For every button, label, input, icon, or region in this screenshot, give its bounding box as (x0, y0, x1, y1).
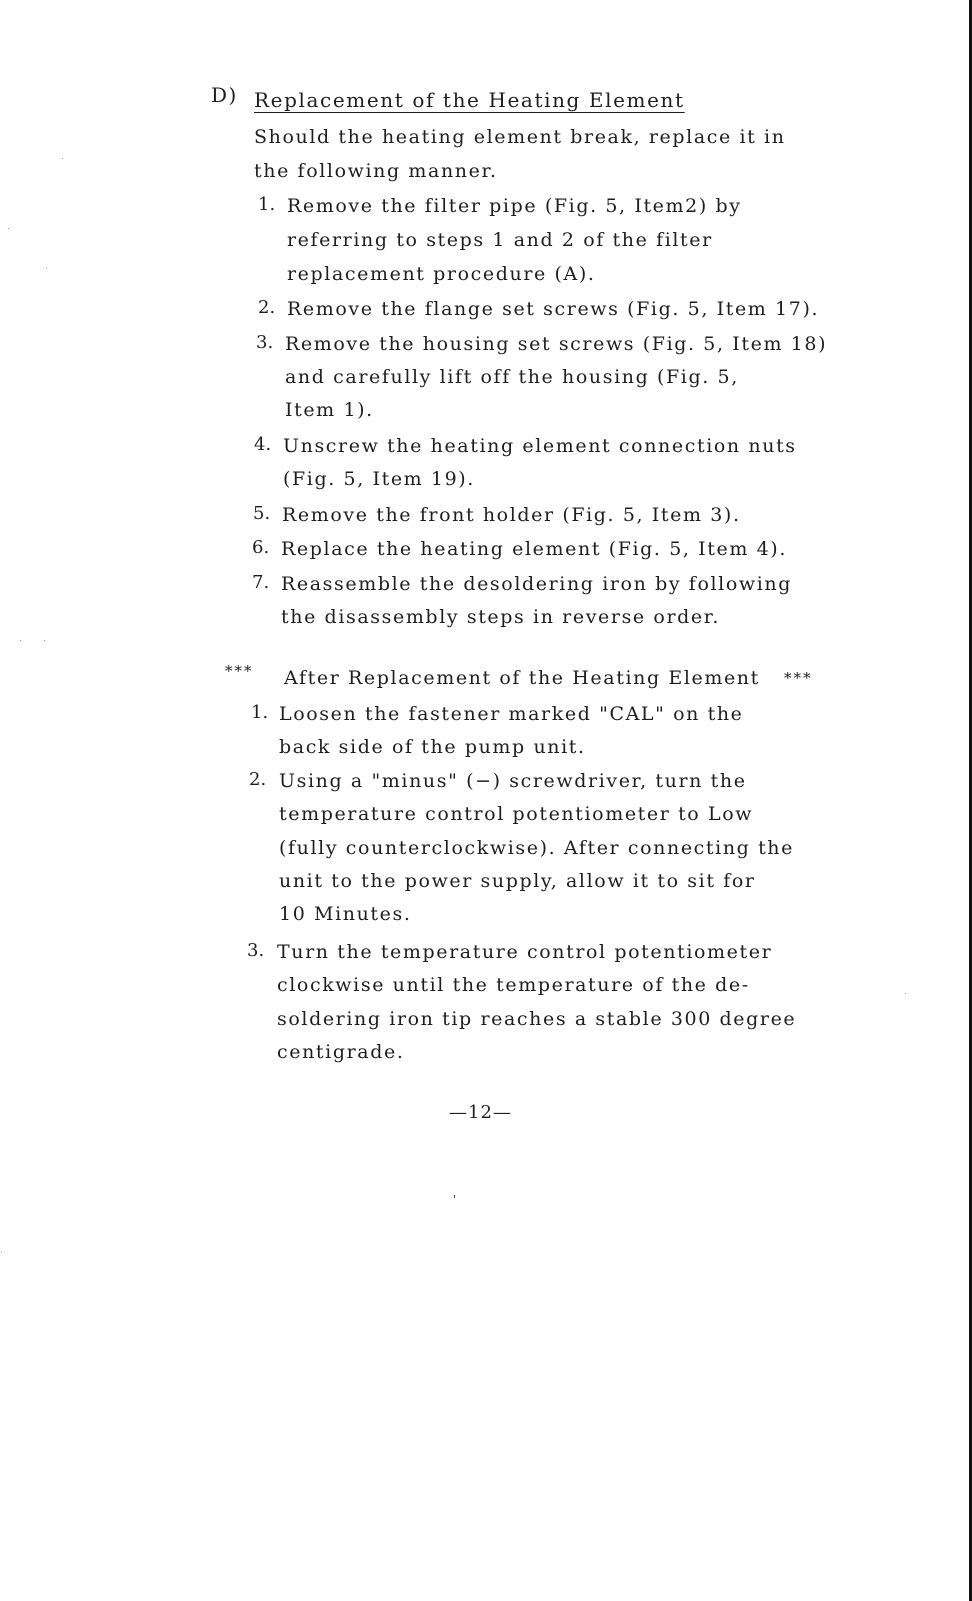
step-line: Remove the housing set screws (Fig. 5, Item 18) (285, 333, 828, 355)
after-step-line: Using a "minus" (−) screwdriver, turn the (279, 770, 747, 792)
after-step-number: 3. (247, 940, 265, 961)
scan-speck (8, 228, 9, 229)
step-line: Item 1). (285, 399, 374, 421)
step-number: 5. (253, 503, 271, 524)
step-number: 6. (252, 537, 270, 558)
step-line: (Fig. 5, Item 19). (283, 468, 475, 490)
step-number: 4. (254, 434, 272, 455)
step-line: Replace the heating element (Fig. 5, Item 4). (281, 538, 787, 560)
step-line: Remove the front holder (Fig. 5, Item 3). (282, 504, 741, 526)
after-step-line: centigrade. (277, 1041, 405, 1063)
scan-speck (905, 993, 906, 994)
page-number: —12— (449, 1102, 512, 1123)
step-number: 7. (252, 572, 270, 593)
after-step-line: temperature control potentiometer to Low (279, 803, 754, 825)
after-step-line: Turn the temperature control potentiometer (277, 941, 773, 963)
section-title: Replacement of the Heating Element (254, 88, 685, 112)
step-line: Remove the flange set screws (Fig. 5, Item 17). (287, 298, 820, 320)
after-step-line: clockwise until the temperature of the de- (277, 974, 750, 996)
step-line: referring to steps 1 and 2 of the filter (287, 229, 713, 251)
stars-left: *** (225, 662, 254, 680)
step-number: 2. (258, 297, 276, 318)
scan-speck (46, 268, 47, 269)
after-step-line: (fully counterclockwise). After connecting the (279, 837, 794, 859)
after-title: After Replacement of the Heating Element (284, 667, 760, 689)
section-letter: D) (211, 83, 238, 107)
step-line: the disassembly steps in reverse order. (281, 606, 720, 628)
scan-speck (20, 640, 21, 641)
stars-right: *** (784, 669, 813, 687)
after-step-line: 10 Minutes. (279, 903, 412, 925)
intro-line: the following manner. (254, 160, 498, 182)
scan-speck (44, 640, 45, 641)
scan-speck (454, 1195, 455, 1198)
step-number: 1. (258, 194, 276, 215)
after-step-line: soldering iron tip reaches a stable 300 degree (277, 1008, 797, 1030)
after-step-number: 2. (249, 769, 267, 790)
scan-speck (62, 158, 63, 159)
step-line: Reassemble the desoldering iron by following (281, 573, 793, 595)
step-line: Unscrew the heating element connection nuts (283, 435, 797, 457)
intro-line: Should the heating element break, replace it in (254, 126, 786, 148)
scan-speck (1, 1252, 2, 1253)
after-step-line: back side of the pump unit. (279, 736, 586, 758)
after-step-line: Loosen the fastener marked "CAL" on the (279, 703, 744, 725)
step-number: 3. (256, 332, 274, 353)
step-line: Remove the filter pipe (Fig. 5, Item2) by (287, 195, 742, 217)
after-step-line: unit to the power supply, allow it to sit for (279, 870, 756, 892)
step-line: replacement procedure (A). (287, 263, 596, 285)
step-line: and carefully lift off the housing (Fig. 5, (285, 366, 739, 388)
after-step-number: 1. (251, 702, 269, 723)
